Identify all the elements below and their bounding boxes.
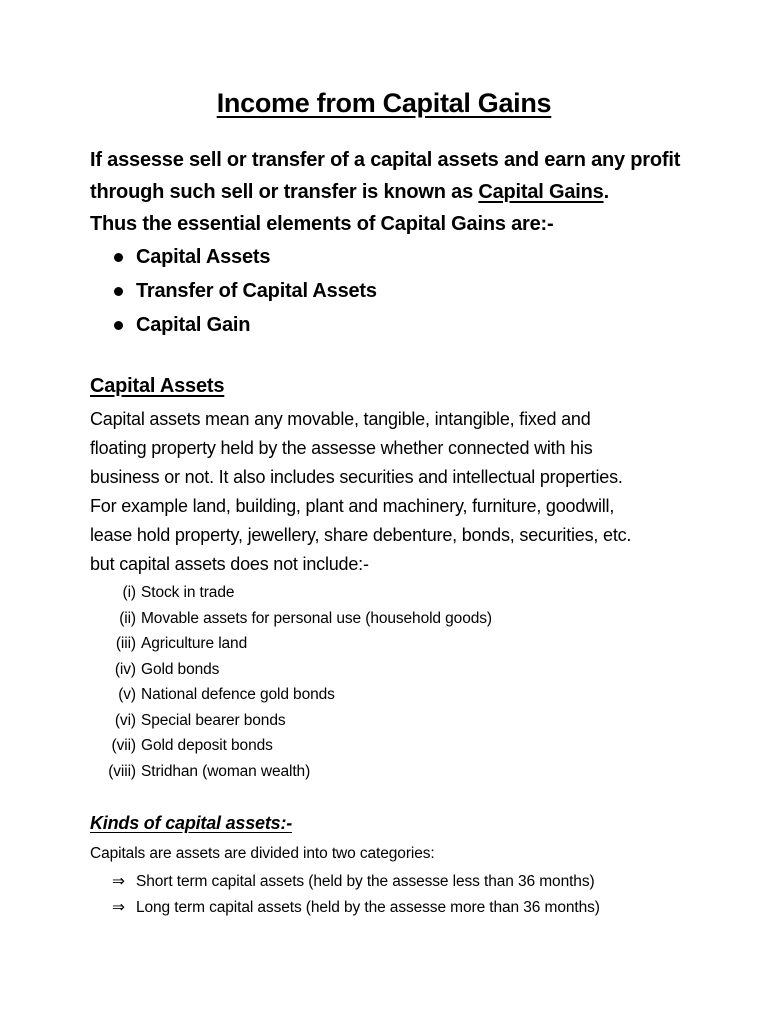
list-item xyxy=(90,631,492,657)
list-item-label: Capital Gain xyxy=(136,314,251,336)
list-number: (i) xyxy=(122,584,136,601)
list-item xyxy=(90,682,492,708)
intro-line: Thus the essential elements of Capital Gains are:- xyxy=(90,213,554,235)
list-item-text: Gold deposit bonds xyxy=(141,737,273,754)
bullet-icon xyxy=(114,253,123,262)
list-item xyxy=(112,240,377,274)
list-item xyxy=(112,308,377,342)
list-item-text: Agriculture land xyxy=(141,635,248,652)
list-number: (viii) xyxy=(108,762,136,780)
list-item-text: Long term capital assets (held by the assesse more than 36 months) xyxy=(136,899,600,916)
list-number: (v) xyxy=(118,686,136,703)
paragraph-line: business or not. It also includes securities and intellectual properties. xyxy=(90,467,623,487)
intro-paragraph xyxy=(90,144,710,240)
essential-elements-list xyxy=(112,240,377,342)
list-item-text: Stock in trade xyxy=(141,584,235,601)
kinds-intro-text: Capitals are assets are divided into two categories: xyxy=(90,845,435,862)
list-item xyxy=(90,708,492,734)
list-item-text: Stridhan (woman wealth) xyxy=(141,762,311,780)
bullet-icon xyxy=(114,287,123,296)
paragraph-line: Capital assets mean any movable, tangible, intangible, fixed and xyxy=(90,409,591,429)
paragraph-line: For example land, building, plant and machinery, furniture, goodwill, xyxy=(90,496,615,516)
list-item xyxy=(90,733,492,759)
double-arrow-icon: ⇒ xyxy=(112,872,125,890)
list-item xyxy=(112,894,600,920)
paragraph-line: but capital assets does not include:- xyxy=(90,554,369,574)
capital-gains-term: Capital Gains xyxy=(478,181,604,203)
list-item-text: Special bearer bonds xyxy=(141,711,286,729)
kinds-list xyxy=(112,868,600,920)
list-item-text: Gold bonds xyxy=(141,660,220,678)
list-number: (ii) xyxy=(119,609,136,627)
list-item xyxy=(112,868,600,894)
list-item-text: National defence gold bonds xyxy=(141,686,335,703)
list-number: (iii) xyxy=(115,635,136,652)
intro-line: If assesse sell or transfer of a capital assets and earn any profit xyxy=(90,149,681,171)
section-heading-capital-assets: Capital Assets xyxy=(90,375,225,397)
list-item-label: Transfer of Capital Assets xyxy=(136,280,377,302)
list-item xyxy=(112,274,377,308)
list-number: (vii) xyxy=(111,737,136,754)
list-item-text: Short term capital assets (held by the assesse less than 36 months) xyxy=(136,873,595,890)
page-title: Income from Capital Gains xyxy=(216,88,552,118)
list-item xyxy=(90,606,492,632)
list-item xyxy=(90,580,492,606)
intro-text: through such sell or transfer is known as xyxy=(90,181,479,203)
section-heading-kinds: Kinds of capital assets:- xyxy=(90,813,293,833)
intro-text: . xyxy=(603,181,609,203)
list-item xyxy=(90,759,492,785)
paragraph-line: lease hold property, jewellery, share debenture, bonds, securities, etc. xyxy=(90,525,632,545)
list-item-text: Movable assets for personal use (household goods) xyxy=(141,609,492,627)
list-item xyxy=(90,657,492,683)
exclusions-list xyxy=(90,580,492,784)
intro-line xyxy=(90,176,710,208)
double-arrow-icon: ⇒ xyxy=(112,898,125,916)
list-item-label: Capital Assets xyxy=(136,246,271,268)
list-number: (vi) xyxy=(114,711,136,729)
bullet-icon xyxy=(114,321,123,330)
paragraph-line: floating property held by the assesse whether connected with his xyxy=(90,438,593,458)
capital-assets-paragraph xyxy=(90,405,730,579)
list-number: (iv) xyxy=(114,660,136,678)
